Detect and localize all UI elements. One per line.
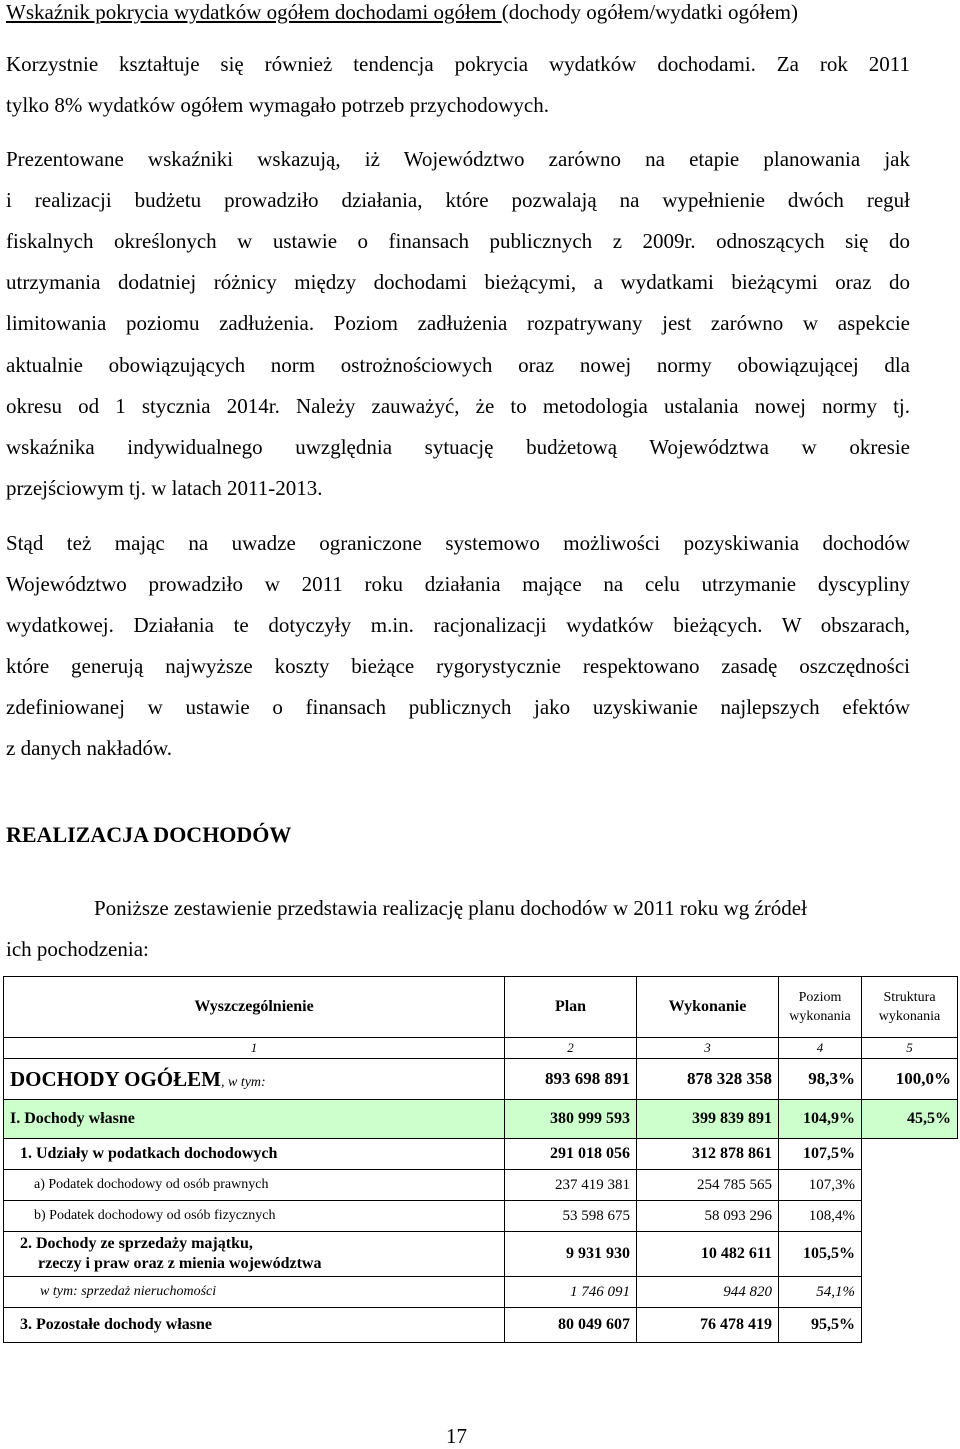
- intro-line-2: ich pochodzenia:: [6, 937, 149, 961]
- total-level: 98,3%: [779, 1059, 862, 1100]
- table-row: [4, 1232, 958, 1277]
- header-execution: Wykonanie: [637, 977, 779, 1038]
- total-structure: 100,0%: [862, 1059, 958, 1100]
- table-row: [4, 1277, 958, 1308]
- table-row: [4, 1201, 958, 1232]
- row-level: 105,5%: [779, 1232, 862, 1277]
- para1-line-1: Korzystnie kształtuje się również tendencja pokrycia wydatków dochodami. Za rok 2011: [6, 52, 910, 76]
- total-label-text: DOCHODY OGÓŁEM: [10, 1066, 221, 1091]
- total-plan: 893 698 891: [505, 1059, 637, 1100]
- row-label-line-2: rzeczy i praw oraz z mienia województwa: [38, 1255, 322, 1272]
- row-plan: 237 419 381: [505, 1170, 637, 1201]
- table-row-own-income: [4, 1100, 958, 1139]
- para3-line-1: Stąd też mając na uwadze ograniczone systemowo możliwości pozyskiwania dochodów: [6, 531, 910, 555]
- table-row: [4, 1139, 958, 1170]
- row-plan: 9 931 930: [505, 1232, 637, 1277]
- para2-line-9: przejściowym tj. w latach 2011-2013.: [6, 476, 323, 500]
- table-row: [4, 1308, 958, 1343]
- row-label: a) Podatek dochodowy od osób prawnych: [4, 1170, 505, 1201]
- para1-line-2: tylko 8% wydatków ogółem wymagało potrzeb przychodowych.: [6, 93, 549, 117]
- page-number: 17: [446, 1424, 467, 1448]
- col-num-4: 4: [779, 1038, 862, 1059]
- own-level: 104,9%: [779, 1100, 862, 1139]
- col-num-3: 3: [637, 1038, 779, 1059]
- header-description: Wyszczególnienie: [4, 977, 505, 1038]
- section-title-underlined: Wskaźnik pokrycia wydatków ogółem dochodami ogółem: [6, 0, 502, 24]
- table-header-row: [4, 977, 958, 1038]
- own-label: I. Dochody własne: [4, 1100, 505, 1139]
- total-label: [4, 1059, 505, 1100]
- row-label: b) Podatek dochodowy od osób fizycznych: [4, 1201, 505, 1232]
- header-level: Poziom wykonania: [779, 977, 862, 1038]
- row-label-line-1: 2. Dochody ze sprzedaży majątku,: [20, 1235, 253, 1252]
- total-execution: 878 328 358: [637, 1059, 779, 1100]
- row-label: w tym: sprzedaż nieruchomości: [4, 1277, 505, 1308]
- row-plan: 291 018 056: [505, 1139, 637, 1170]
- para3-line-4: które generują najwyższe koszty bieżące rygorystycznie respektowano zasadę oszczędności: [6, 654, 910, 678]
- row-execution: 76 478 419: [637, 1308, 779, 1343]
- row-execution: 312 878 861: [637, 1139, 779, 1170]
- para2-line-1: Prezentowane wskaźniki wskazują, iż Województwo zarówno na etapie planowania jak: [6, 147, 910, 171]
- row-level: 107,3%: [779, 1170, 862, 1201]
- structure-empty-cell: [862, 1139, 958, 1343]
- revenue-table: [3, 976, 958, 1343]
- row-level: 95,5%: [779, 1308, 862, 1343]
- own-structure: 45,5%: [862, 1100, 958, 1139]
- para3-line-3: wydatkowej. Działania te dotyczyły m.in. racjonalizacji wydatków bieżących. W obszarach,: [6, 613, 910, 637]
- intro-line-1: Poniższe zestawienie przedstawia realizację planu dochodów w 2011 roku wg źródeł: [94, 896, 807, 920]
- para2-line-2: i realizacji budżetu prowadziło działania, które pozwalają na wypełnienie dwóch reguł: [6, 188, 910, 212]
- header-plan: Plan: [505, 977, 637, 1038]
- table-row: [4, 1170, 958, 1201]
- para3-line-2: Województwo prowadziło w 2011 roku działania mające na celu utrzymanie dyscypliny: [6, 572, 910, 596]
- row-plan: 1 746 091: [505, 1277, 637, 1308]
- table-row-total: [4, 1059, 958, 1100]
- revenue-heading: REALIZACJA DOCHODÓW: [6, 822, 292, 847]
- table-column-numbers: [4, 1038, 958, 1059]
- para2-line-8: wskaźnika indywidualnego uwzględnia sytuację budżetową Województwa w okresie: [6, 435, 910, 459]
- row-execution: 58 093 296: [637, 1201, 779, 1232]
- header-structure: Struktura wykonania: [862, 977, 958, 1038]
- para2-line-6: aktualnie obowiązujących norm ostrożnościowych oraz nowej normy obowiązującej dla: [6, 353, 910, 377]
- row-execution: 944 820: [637, 1277, 779, 1308]
- row-execution: 254 785 565: [637, 1170, 779, 1201]
- row-label: 3. Pozostałe dochody własne: [4, 1308, 505, 1343]
- row-level: 107,5%: [779, 1139, 862, 1170]
- row-level: 108,4%: [779, 1201, 862, 1232]
- own-execution: 399 839 891: [637, 1100, 779, 1139]
- section-title: [6, 0, 798, 25]
- row-level: 54,1%: [779, 1277, 862, 1308]
- row-plan: 53 598 675: [505, 1201, 637, 1232]
- row-label: [4, 1232, 505, 1277]
- col-num-1: 1: [4, 1038, 505, 1059]
- para2-line-3: fiskalnych określonych w ustawie o finansach publicznych z 2009r. odnoszących się do: [6, 229, 910, 253]
- para2-line-7: okresu od 1 stycznia 2014r. Należy zauważyć, że to metodologia ustalania nowej normy tj.: [6, 394, 910, 418]
- section-title-rest: (dochody ogółem/wydatki ogółem): [501, 0, 798, 24]
- col-num-2: 2: [505, 1038, 637, 1059]
- col-num-5: 5: [862, 1038, 958, 1059]
- row-plan: 80 049 607: [505, 1308, 637, 1343]
- para3-line-5: zdefiniowanej w ustawie o finansach publicznych jako uzyskiwanie najlepszych efektów: [6, 695, 910, 719]
- total-label-suffix: , w tym:: [220, 1074, 266, 1090]
- para2-line-5: limitowania poziomu zadłużenia. Poziom zadłużenia rozpatrywany jest zarówno w aspekcie: [6, 311, 910, 335]
- own-plan: 380 999 593: [505, 1100, 637, 1139]
- row-label: 1. Udziały w podatkach dochodowych: [4, 1139, 505, 1170]
- row-execution: 10 482 611: [637, 1232, 779, 1277]
- para3-line-6: z danych nakładów.: [6, 736, 172, 760]
- para2-line-4: utrzymania dodatniej różnicy między dochodami bieżącymi, a wydatkami bieżącymi oraz do: [6, 270, 910, 294]
